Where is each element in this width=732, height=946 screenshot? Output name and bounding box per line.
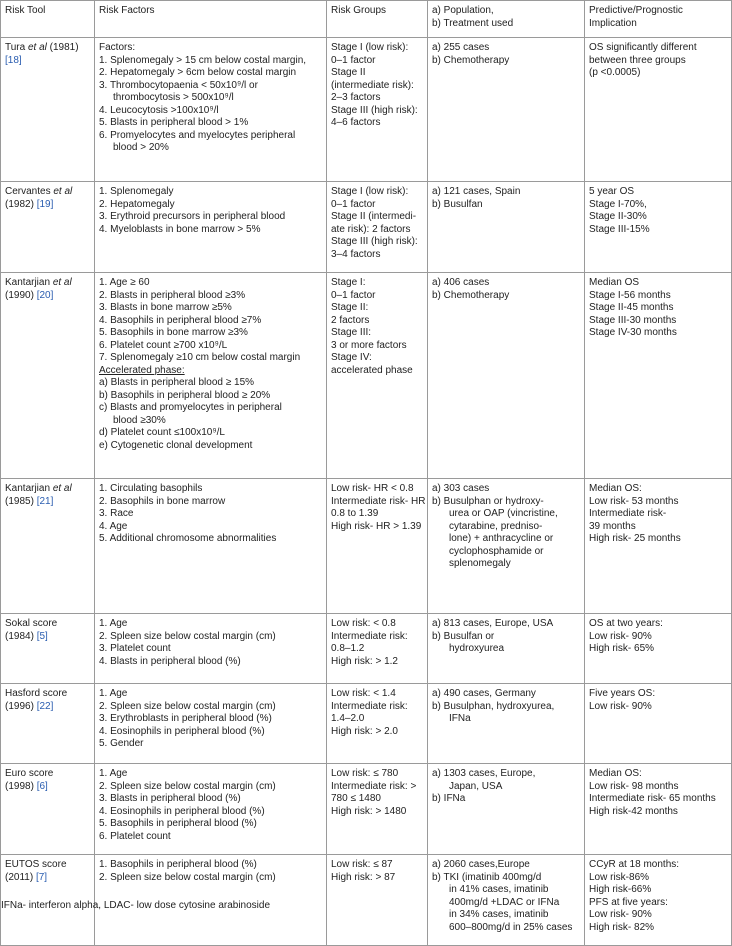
tool-name: Cervantes <box>5 186 54 197</box>
cell-line: Stage I-56 months <box>589 289 671 301</box>
table-row <box>1 479 732 614</box>
cell-line: Intermediate risk- <box>589 508 667 519</box>
cell-line: a) 121 cases, Spain <box>432 186 521 197</box>
cell-line: Low risk: < 0.8 <box>331 618 396 629</box>
cell-line: Stage II <box>331 67 366 78</box>
cell-risk-groups <box>327 182 428 273</box>
tool-name: Kantarjian <box>5 277 53 288</box>
cell-line: b) Busulfan <box>432 198 483 210</box>
cell-line: Stage IV-30 months <box>589 327 677 338</box>
cell-line: 780 ≤ 1480 <box>331 793 381 804</box>
cell-line: 3. Thrombocytopaenia < 50x10⁹/l or <box>99 79 258 91</box>
cell-line: 1.4–2.0 <box>331 713 365 724</box>
cell-line: Stage III (high risk): <box>331 236 418 247</box>
cell-implication <box>585 273 732 479</box>
cell-line: High risk: > 1480 <box>331 805 407 817</box>
cell-population <box>428 182 585 273</box>
cell-population <box>428 614 585 684</box>
cell-line: Stage I (low risk): <box>331 186 409 197</box>
table-row <box>1 764 732 855</box>
cell-line: Intermediate risk: <box>331 630 408 642</box>
cell-implication <box>585 38 732 182</box>
cell-line: Factors: <box>99 42 136 53</box>
reference-link[interactable]: [7] <box>35 871 48 883</box>
cell-line: b) Chemotherapy <box>432 289 510 301</box>
table-row <box>1 684 732 764</box>
cell-line: 3. Platelet count <box>99 643 171 654</box>
cell-line: 3 or more factors <box>331 339 407 351</box>
header-risk-tool: Risk Tool <box>1 1 95 38</box>
cell-implication <box>585 182 732 273</box>
tool-name-line <box>5 618 90 631</box>
cell-risk-factors <box>95 273 327 479</box>
cell-line: Median OS: <box>589 483 642 494</box>
cell-line: CCyR at 18 months: <box>589 859 680 870</box>
cell-risk-tool <box>1 273 95 479</box>
cell-line: 0–1 factor <box>331 54 376 66</box>
cell-line: 1. Age <box>99 688 128 699</box>
cell-risk-groups <box>327 684 428 764</box>
reference-link[interactable]: [6] <box>36 780 48 792</box>
cell-line: in 41% cases, imatinib <box>449 884 549 895</box>
tool-year: (1998) <box>5 780 37 792</box>
tool-name-line <box>5 186 90 199</box>
tool-etal: et al <box>53 186 73 197</box>
table-footnote: IFNa- interferon alpha, LDAC- low dose cytosine arabinoside <box>1 900 271 911</box>
reference-link[interactable]: [21] <box>36 495 54 507</box>
cell-line: 6. Promyelocytes and myelocytes peripheral <box>99 129 296 141</box>
cell-line: 5. Basophils in peripheral blood (%) <box>99 818 257 829</box>
cell-line: Low risk- HR < 0.8 <box>331 483 414 494</box>
cell-line: Stage IV: <box>331 352 372 363</box>
cell-line: Stage II: <box>331 302 369 313</box>
cell-population <box>428 855 585 946</box>
tool-name: Sokal score <box>5 618 58 629</box>
header-implication: Predictive/Prognostic Implication <box>585 1 732 38</box>
cell-risk-factors <box>95 182 327 273</box>
cell-line: 1. Basophils in peripheral blood (%) <box>99 859 257 870</box>
cell-line: IFNa <box>449 713 471 724</box>
cell-risk-groups <box>327 614 428 684</box>
cell-line: a) 406 cases <box>432 277 490 288</box>
tool-year: (1982) <box>5 198 37 210</box>
cell-implication <box>585 479 732 614</box>
table-row <box>1 273 732 479</box>
cell-line: 0.8–1.2 <box>331 643 365 654</box>
cell-line: 39 months <box>589 520 636 532</box>
cell-population <box>428 479 585 614</box>
cell-line: 6. Platelet count ≥700 x10⁹/L <box>99 339 228 351</box>
cell-line: High risk: > 87 <box>331 871 396 883</box>
tool-year: (1990) <box>5 289 37 301</box>
cell-line: 4. Basophils in peripheral blood ≥7% <box>99 314 262 326</box>
tool-year-line <box>5 290 90 303</box>
cell-line: cytarabine, predniso- <box>449 520 543 532</box>
cell-line: 3. Erythroblasts in peripheral blood (%) <box>99 713 272 724</box>
cell-line: e) Cytogenetic clonal development <box>99 439 253 451</box>
tool-etal: et al <box>52 483 72 494</box>
cell-line: thrombocytosis > 500x10⁹/l <box>113 92 234 103</box>
cell-line: 0–1 factor <box>331 289 376 301</box>
cell-line: 2. Spleen size below costal margin (cm) <box>99 700 276 712</box>
cell-line: OS at two years: <box>589 618 663 629</box>
cell-line: OS significantly different <box>589 42 697 53</box>
cell-line: 3–4 factors <box>331 248 381 260</box>
cell-line: a) Blasts in peripheral blood ≥ 15% <box>99 377 255 388</box>
cell-line: blood > 20% <box>113 142 169 153</box>
cell-line: 5. Basophils in bone marrow ≥3% <box>99 327 248 338</box>
cell-line: Japan, USA <box>449 780 503 792</box>
cell-line: in 34% cases, imatinib <box>449 909 549 920</box>
reference-link[interactable]: [19] <box>36 198 54 210</box>
cell-line: 4. Age <box>99 520 128 532</box>
cell-line: cyclophosphamide or <box>449 545 544 557</box>
cell-line: 2. Spleen size below costal margin (cm) <box>99 630 276 642</box>
cell-risk-groups <box>327 479 428 614</box>
cell-line: 5. Blasts in peripheral blood > 1% <box>99 117 249 128</box>
tool-etal: et al <box>27 42 47 53</box>
tool-name-line <box>5 688 90 701</box>
cell-line: a) 303 cases <box>432 483 490 494</box>
tool-name: Hasford score <box>5 688 68 699</box>
cell-line: 1. Splenomegaly > 15 cm below costal margin, <box>99 54 307 66</box>
cell-line: 1. Age <box>99 618 128 629</box>
tool-name: Euro score <box>5 768 54 779</box>
cell-line: b) Basophils in peripheral blood ≥ 20% <box>99 389 271 401</box>
cell-risk-tool <box>1 182 95 273</box>
cell-line: 2–3 factors <box>331 92 381 103</box>
cell-line: Low risk-86% <box>589 871 650 883</box>
cell-line: 4–6 factors <box>331 117 381 128</box>
cell-line: 5. Additional chromosome abnormalities <box>99 533 277 544</box>
tool-name-line <box>5 483 90 496</box>
cell-line: 7. Splenomegaly ≥10 cm below costal margin <box>99 352 301 363</box>
cell-line: 4. Eosinophils in peripheral blood (%) <box>99 805 265 817</box>
cell-line: Low risk: < 1.4 <box>331 688 396 699</box>
cell-line: Low risk- 90% <box>589 909 652 920</box>
cell-line: (p <0.0005) <box>589 67 641 78</box>
cell-line: Median OS <box>589 277 640 288</box>
cell-population <box>428 273 585 479</box>
cell-line: 5. Gender <box>99 738 144 749</box>
cell-risk-factors <box>95 764 327 855</box>
tool-year-line <box>5 199 90 212</box>
cell-line: 3. Blasts in bone marrow ≥5% <box>99 302 232 313</box>
cell-line: 4. Eosinophils in peripheral blood (%) <box>99 725 265 737</box>
cell-line: Stage I: <box>331 277 366 288</box>
cell-line: 2. Hepatomegaly <box>99 198 175 210</box>
cell-risk-groups <box>327 855 428 946</box>
cell-line: 4. Blasts in peripheral blood (%) <box>99 655 241 667</box>
cell-line: 6. Platelet count <box>99 830 171 842</box>
cell-line: c) Blasts and promyelocytes in peripheral <box>99 402 282 413</box>
cell-line: ate risk): 2 factors <box>331 223 411 235</box>
cell-line: 1. Circulating basophils <box>99 483 203 494</box>
cell-line: 2. Spleen size below costal margin (cm) <box>99 780 276 792</box>
reference-link[interactable]: [18] <box>5 54 22 66</box>
cell-line: 1. Splenomegaly <box>99 186 174 197</box>
tool-etal: et al <box>52 277 72 288</box>
table-row <box>1 614 732 684</box>
cell-line: Stage III-15% <box>589 223 650 235</box>
cell-line: Accelerated phase: <box>99 364 185 376</box>
cell-line: b) TKI (imatinib 400mg/d <box>432 871 542 883</box>
cell-line: High risk-66% <box>589 884 652 895</box>
cell-line: 2. Basophils in bone marrow <box>99 495 226 507</box>
cell-risk-tool <box>1 479 95 614</box>
tool-year-line <box>5 781 90 794</box>
cell-line: accelerated phase <box>331 364 413 376</box>
cell-line: High risk- 25 months <box>589 533 681 544</box>
cell-line: Intermediate risk: > <box>331 780 417 792</box>
cell-line: Low risk: ≤ 87 <box>331 859 393 870</box>
cell-line: 3. Race <box>99 508 134 519</box>
tool-year-line <box>5 701 90 714</box>
cell-line: Stage III-30 months <box>589 314 677 326</box>
table-row <box>1 38 732 182</box>
tool-name: EUTOS score <box>5 859 67 870</box>
header-risk-groups: Risk Groups <box>327 1 428 38</box>
cell-line: b) Busulphan or hydroxy- <box>432 495 544 507</box>
cell-line: 2. Spleen size below costal margin (cm) <box>99 871 276 883</box>
cell-line: Stage I-70%, <box>589 198 647 210</box>
cell-implication <box>585 684 732 764</box>
cell-line: Stage II (intermedi- <box>331 211 417 222</box>
tool-name-line <box>5 277 90 290</box>
cell-line: Intermediate risk- 65 months <box>589 793 716 804</box>
cell-line: Intermediate risk- HR <box>331 495 426 507</box>
cell-line: Stage III: <box>331 327 372 338</box>
cell-line: 3. Erythroid precursors in peripheral blood <box>99 211 286 222</box>
cell-risk-groups <box>327 38 428 182</box>
cell-risk-factors <box>95 684 327 764</box>
cell-population <box>428 38 585 182</box>
cell-line: lone) + anthracycline or <box>449 533 554 544</box>
cell-line: a) 813 cases, Europe, USA <box>432 618 554 629</box>
cell-line: Stage II-30% <box>589 211 647 222</box>
cell-line: High risk- 82% <box>589 921 655 933</box>
reference-link[interactable]: [20] <box>36 289 54 301</box>
cell-line: 1. Age ≥ 60 <box>99 277 150 288</box>
tool-year: (1981) <box>46 42 79 53</box>
cell-line: b) Busulfan or <box>432 630 495 642</box>
reference-link[interactable]: [22] <box>36 700 54 712</box>
cell-line: 0–1 factor <box>331 198 376 210</box>
cell-risk-factors <box>95 614 327 684</box>
cell-line: a) 2060 cases,Europe <box>432 859 530 870</box>
cell-line: blood ≥30% <box>113 414 166 426</box>
cell-line: PFS at five years: <box>589 896 668 908</box>
cell-line: High risk-42 months <box>589 805 678 817</box>
cell-line: 400mg/d +LDAC or IFNa <box>449 896 560 908</box>
cell-line: a) 490 cases, Germany <box>432 688 536 699</box>
cell-line: 4. Leucocytosis >100x10⁹/l <box>99 104 219 116</box>
cell-line: b) Busulphan, hydroxyurea, <box>432 700 555 712</box>
cell-line: Stage II-45 months <box>589 302 674 313</box>
cell-risk-tool <box>1 764 95 855</box>
tool-year-line <box>5 872 90 885</box>
tool-name: Kantarjian <box>5 483 53 494</box>
tool-year-line <box>5 631 90 644</box>
cell-line: Intermediate risk: <box>331 700 408 712</box>
cell-line: Stage III (high risk): <box>331 104 418 116</box>
table-row <box>1 182 732 273</box>
cell-risk-tool <box>1 614 95 684</box>
cell-implication <box>585 855 732 946</box>
cell-population <box>428 764 585 855</box>
tool-year-line <box>5 55 90 68</box>
cell-line: urea or OAP (vincristine, <box>449 508 558 519</box>
tool-name: Tura <box>5 42 28 53</box>
cell-risk-groups <box>327 273 428 479</box>
tool-name-line <box>5 42 90 55</box>
tool-name-line <box>5 768 90 781</box>
cell-line: High risk- HR > 1.39 <box>331 520 422 532</box>
cell-line: Low risk- 90% <box>589 700 652 712</box>
cell-risk-groups <box>327 764 428 855</box>
cell-line: hydroxyurea <box>449 643 505 654</box>
cell-line: 2. Hepatomegaly > 6cm below costal margin <box>99 67 297 78</box>
cell-line: a) 1303 cases, Europe, <box>432 768 536 779</box>
cell-line: High risk: > 1.2 <box>331 655 398 667</box>
cell-line: Low risk- 90% <box>589 630 652 642</box>
cell-risk-factors <box>95 38 327 182</box>
cell-line: 600–800mg/d in 25% cases <box>449 921 573 933</box>
reference-link[interactable]: [5] <box>36 630 48 642</box>
cell-implication <box>585 614 732 684</box>
cell-line: 1. Age <box>99 768 128 779</box>
cell-line: b) IFNa <box>432 793 466 804</box>
cell-line: d) Platelet count ≤100x10⁹/L <box>99 427 225 438</box>
cell-line: 5 year OS <box>589 186 635 197</box>
cell-line: b) Chemotherapy <box>432 54 510 66</box>
cell-line: Stage I (low risk): <box>331 42 409 53</box>
cell-population <box>428 684 585 764</box>
table-header-row <box>1 1 732 38</box>
cell-line: (intermediate risk): <box>331 79 414 91</box>
cell-line: 2. Blasts in peripheral blood ≥3% <box>99 289 246 301</box>
cell-line: a) 255 cases <box>432 42 490 53</box>
cell-line: High risk: > 2.0 <box>331 725 398 737</box>
tool-year: (1996) <box>5 700 37 712</box>
cell-line: 2 factors <box>331 314 370 326</box>
cell-line: 0.8 to 1.39 <box>331 508 379 519</box>
tool-year: (1985) <box>5 495 37 507</box>
header-population: a) Population, b) Treatment used <box>428 1 585 38</box>
cell-implication <box>585 764 732 855</box>
cell-risk-factors <box>95 479 327 614</box>
cell-line: Median OS: <box>589 768 642 779</box>
cell-risk-tool <box>1 38 95 182</box>
tool-name-line <box>5 859 90 872</box>
tool-year: (2011) <box>5 871 36 883</box>
cell-line: between three groups <box>589 54 686 66</box>
cell-line: Five years OS: <box>589 688 656 699</box>
tool-year: (1984) <box>5 630 37 642</box>
header-risk-factors: Risk Factors <box>95 1 327 38</box>
cell-line: Low risk- 98 months <box>589 780 679 792</box>
cell-line: 3. Blasts in peripheral blood (%) <box>99 793 241 804</box>
cell-line: Low risk- 53 months <box>589 495 679 507</box>
cell-line: Low risk: ≤ 780 <box>331 768 399 779</box>
cell-line: splenomegaly <box>449 558 511 569</box>
tool-year-line <box>5 496 90 509</box>
cell-line: 4. Myeloblasts in bone marrow > 5% <box>99 223 261 235</box>
cell-risk-tool <box>1 684 95 764</box>
cell-line: High risk- 65% <box>589 643 655 654</box>
